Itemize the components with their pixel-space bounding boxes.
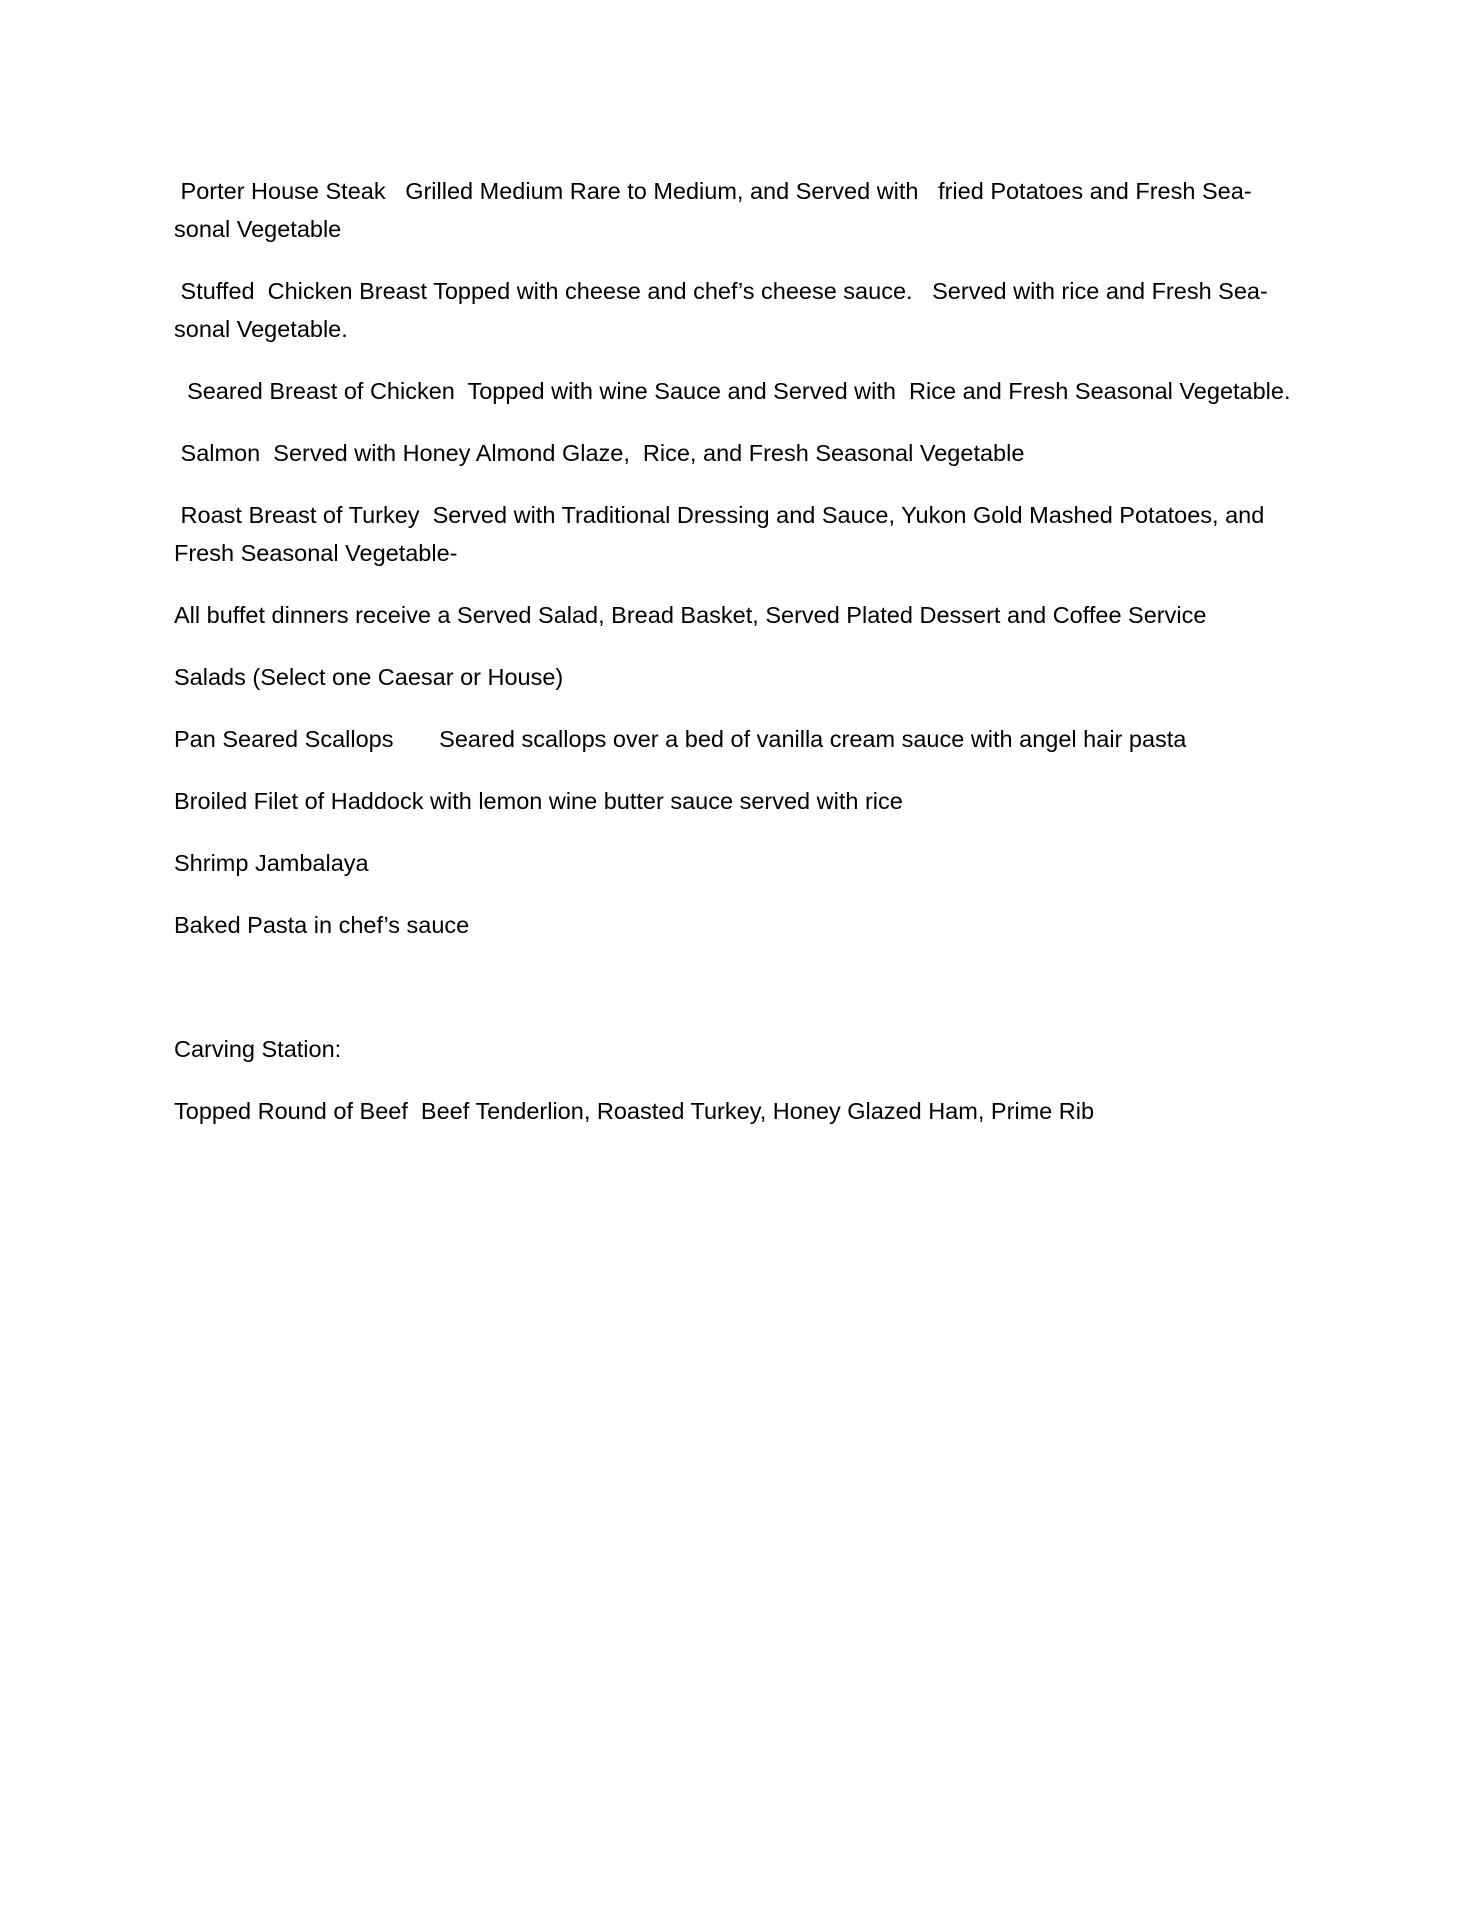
menu-item-roast-turkey: Roast Breast of Turkey Served with Traditional Dressing and Sauce, Yukon Gold Mashed Potatoes, and Fresh Seasonal Vegetable- xyxy=(174,502,1265,566)
menu-item-salmon: Salmon Served with Honey Almond Glaze, Rice, and Fresh Seasonal Vegetable xyxy=(174,440,1025,466)
menu-item-shrimp-jambalaya: Shrimp Jambalaya xyxy=(174,850,369,876)
menu-item-stuffed-chicken-breast: Stuffed Chicken Breast Topped with cheese and chef’s cheese sauce. Served with rice and Fresh Sea- sonal Vegetable. xyxy=(174,278,1268,342)
section-spacer xyxy=(174,968,1334,1030)
menu-content xyxy=(174,172,1334,1154)
menu-item-broiled-haddock: Broiled Filet of Haddock with lemon wine butter sauce served with rice xyxy=(174,788,903,814)
menu-item-seared-chicken-breast: Seared Breast of Chicken Topped with wine Sauce and Served with Rice and Fresh Seasonal Vegetable. xyxy=(174,378,1291,404)
menu-item-pan-seared-scallops: Pan Seared Scallops Seared scallops over a bed of vanilla cream sauce with angel hair pasta xyxy=(174,726,1187,752)
menu-item-porterhouse-steak: Porter House Steak Grilled Medium Rare to Medium, and Served with fried Potatoes and Fresh Sea- sonal Vegetable xyxy=(174,178,1252,242)
salads-note: Salads (Select one Caesar or House) xyxy=(174,664,564,690)
carving-station-items: Topped Round of Beef Beef Tenderlion, Roasted Turkey, Honey Glazed Ham, Prime Rib xyxy=(174,1098,1095,1124)
buffet-dinner-note: All buffet dinners receive a Served Salad, Bread Basket, Served Plated Dessert and Coffee Service xyxy=(174,602,1207,628)
carving-station-heading: Carving Station: xyxy=(174,1036,342,1062)
menu-item-baked-pasta: Baked Pasta in chef’s sauce xyxy=(174,912,470,938)
